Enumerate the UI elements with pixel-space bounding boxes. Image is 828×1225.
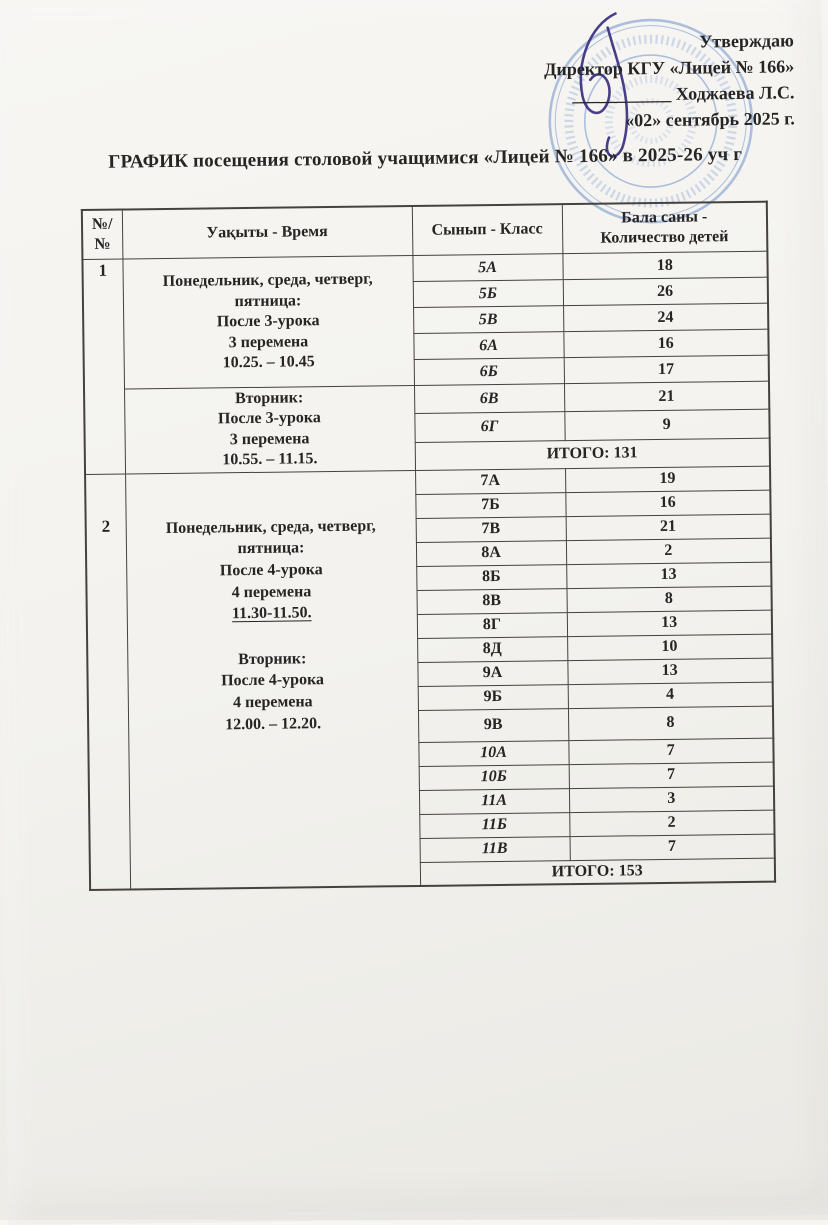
class-cell: 9В [418,709,568,743]
count-cell: 8 [568,706,773,741]
count-cell: 2 [566,538,771,565]
count-cell: 13 [566,562,771,589]
class-cell: 7А [415,469,565,495]
count-cell: 7 [568,738,773,765]
count-cell: 7 [570,834,775,861]
time-cell: Вторник: После 3-урока 3 перемена 10.55. – 11.15. [124,385,415,473]
count-cell: 7 [569,762,774,789]
class-cell: 8А [416,541,566,567]
count-cell: 16 [563,329,768,358]
class-cell: 11Б [419,812,569,838]
count-cell: 19 [565,466,770,493]
count-cell: 8 [566,586,771,613]
class-cell: 8Д [417,637,567,663]
class-cell: 11А [419,789,569,815]
time-cell: Понедельник, среда, четверг, пятница: После 3-урока 3 перемена 10.25. – 10.45 [122,255,414,389]
class-cell: 10Б [419,765,569,791]
class-cell: 6А [413,332,563,360]
count-cell: 13 [567,658,772,685]
class-cell: 5А [412,254,562,282]
column-header: Сынып - Класс [412,204,563,255]
count-cell: 2 [569,810,774,837]
count-cell: 10 [567,634,772,661]
class-cell: 8В [417,589,567,615]
approval-block [544,27,795,134]
class-cell: 8Г [417,613,567,639]
column-header: Уақыты - Время [122,206,413,259]
class-cell: 5Б [413,280,563,308]
class-cell: 6Б [414,358,564,386]
count-cell: 21 [566,514,771,541]
count-cell: 18 [562,251,767,280]
signature-blank: ___________ [572,83,672,106]
count-cell: 24 [563,303,768,332]
class-cell: 5В [413,306,563,334]
count-cell: 17 [564,355,769,384]
approval-line-1: Утверждаю [699,30,794,52]
class-cell: 7Б [415,493,565,519]
approval-date: «02» сентябрь 2025 г. [625,108,795,131]
class-cell: 6В [414,384,564,414]
class-cell: 8Б [416,565,566,591]
schedule-table [81,201,776,892]
class-cell: 6Г [414,412,564,442]
class-cell: 9Б [418,685,568,711]
row-number: 1 [82,259,125,474]
approval-line-2: Директор КГУ «Лицей № 166» [543,56,795,80]
class-cell: 7В [416,517,566,543]
class-cell: 9А [417,661,567,687]
column-header: №/ № [82,210,123,260]
class-cell: 10А [418,741,568,767]
count-cell: 3 [569,786,774,813]
count-cell: 9 [564,409,769,440]
row-number: 2 [85,474,130,890]
total-cell: ИТОГО: 153 [420,858,775,886]
signer-name: Ходжаева Л.С. [675,82,795,104]
document-title: ГРАФИК посещения столовой учащимися «Лицей № 166» в 2025-26 уч г [108,143,743,173]
table-header-row [82,202,768,260]
count-cell: 16 [565,490,770,517]
count-cell: 13 [567,610,772,637]
count-cell: 26 [563,277,768,306]
column-header: Бала саны - Количество детей [562,202,768,254]
count-cell: 21 [564,381,769,412]
approval-line-3 [544,79,794,108]
total-cell: ИТОГО: 131 [415,438,770,471]
class-cell: 11В [420,836,570,862]
time-cell: Понедельник, среда, четверг, пятница: После 4-урока 4 перемена 11.30-11.50. Вторник: После 4-урока 4 перемена 12.00. – 12.20. [125,470,420,890]
count-cell: 4 [568,682,773,709]
